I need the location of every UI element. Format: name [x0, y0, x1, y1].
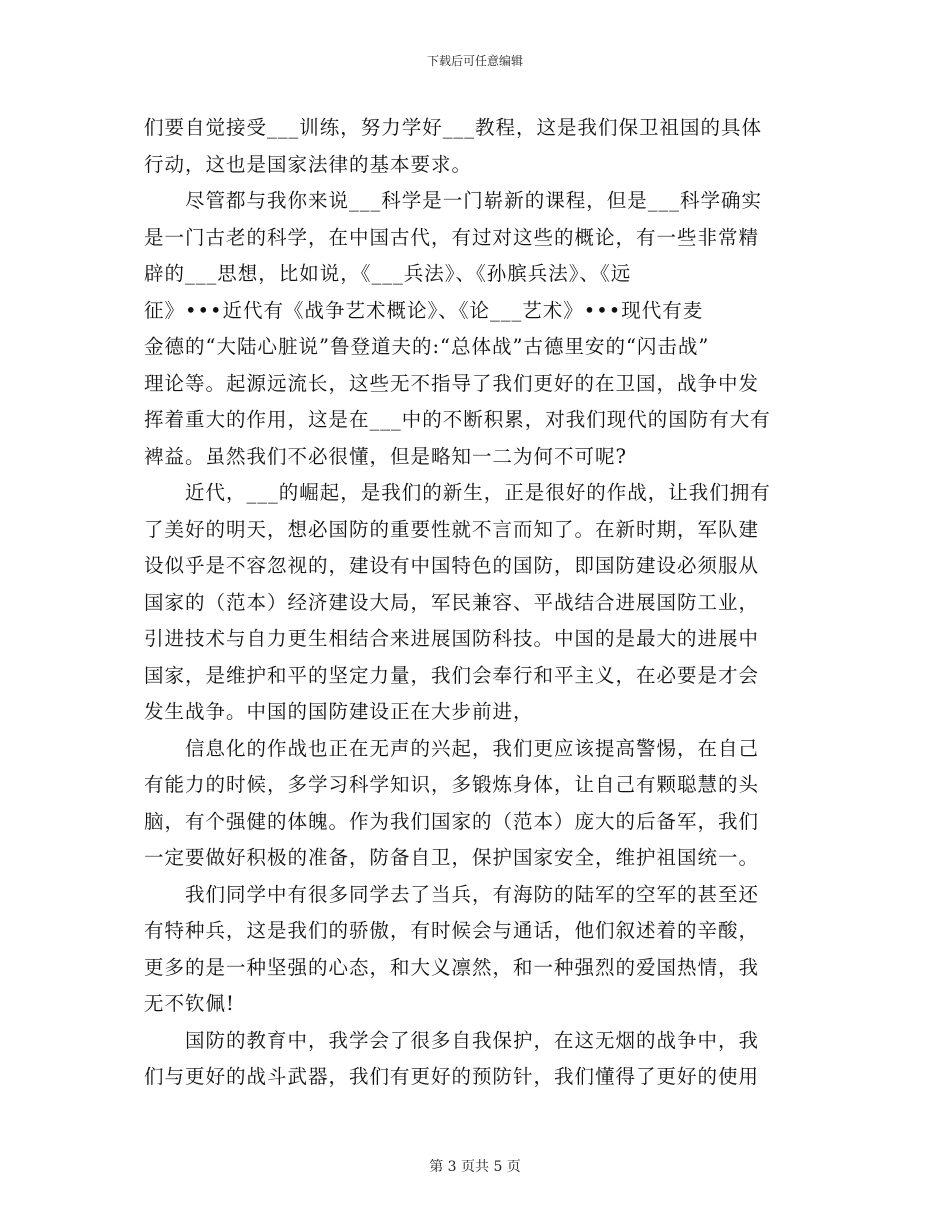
- page-header: 下载后可任意编辑: [426, 54, 523, 68]
- text-line: 是一门古老的科学，在中国古代，有过对这些的概论，有一些非常精: [144, 225, 760, 249]
- text-line: 引进技术与自力更生相结合来进展国防科技。中国的是最大的进展中: [144, 627, 760, 650]
- text-line: 更多的是一种坚强的心态，和大义凛然，和一种强烈的爱国热情，我: [144, 955, 760, 979]
- text-line: 设似乎是不容忽视的，建设有中国特色的国防，即国防建设必须服从: [144, 554, 760, 577]
- text-line: 们要自觉接受___训练，努力学好___教程，这是我们保卫祖国的具体: [144, 116, 763, 139]
- document-body: [144, 110, 804, 1096]
- text-line: 了美好的明天，想必国防的重要性就不言而知了。在新时期，军队建: [144, 517, 760, 541]
- text-line: 信息化的作战也正在无声的兴起，我们更应该提高警惕，在自己: [144, 736, 760, 760]
- text-line: 们与更好的战斗武器，我们有更好的预防针，我们懂得了更好的使用: [144, 1065, 760, 1088]
- text-line: 金德的“大陆心脏说”鲁登道夫的:“总体战”古德里安的“闪击战”: [144, 335, 710, 358]
- text-line: 一定要做好积极的准备，防备自卫，保护国家安全，维护祖国统一。: [144, 846, 760, 869]
- text-line: 脑，有个强健的体魄。作为我们国家的（范本）庞大的后备军，我们: [144, 809, 760, 833]
- text-line: 国家的（范本）经济建设大局，军民兼容、平战结合进展国防工业，: [144, 590, 760, 614]
- text-line: 挥着重大的作用，这是在___中的不断积累，对我们现代的国防有大有: [144, 408, 771, 431]
- text-line: 国家，是维护和平的坚定力量，我们会奉行和平主义，在必要是才会: [144, 663, 760, 687]
- text-line: 有能力的时候，多学习科学知识，多锻炼身体，让自己有颗聪慧的头: [144, 773, 760, 796]
- text-line: 理论等。起源远流长，这些无不指导了我们更好的在卫国，战争中发: [144, 371, 760, 395]
- text-line: 无不钦佩!: [144, 992, 235, 1015]
- page-footer: 第 3 页共 5 页: [429, 1159, 521, 1175]
- text-line: 行动，这也是国家法律的基本要求。: [144, 152, 473, 176]
- text-line: 有特种兵，这是我们的骄傲，有时候会与通话，他们叙述着的辛酸，: [144, 919, 760, 942]
- text-line: 发生战争。中国的国防建设正在大步前进，: [144, 700, 534, 723]
- text-line: 征》•••近代有《战争艺术概论》、《论___艺术》•••现代有麦: [144, 298, 704, 322]
- text-line: 尽管都与我你来说___科学是一门崭新的课程，但是___科学确实: [144, 189, 763, 212]
- text-line: 裨益。虽然我们不必很懂，但是略知一二为何不可呢?: [144, 444, 627, 468]
- text-line: 我们同学中有很多同学去了当兵，有海防的陆军的空军的甚至还: [144, 882, 760, 906]
- text-line: 辟的___思想，比如说，《___兵法》、《孙膑兵法》、《远: [144, 262, 632, 285]
- text-line: 国防的教育中，我学会了很多自我保护，在这无烟的战争中，我: [144, 1028, 760, 1052]
- text-line: 近代，___的崛起，是我们的新生，正是很好的作战，让我们拥有: [144, 481, 771, 504]
